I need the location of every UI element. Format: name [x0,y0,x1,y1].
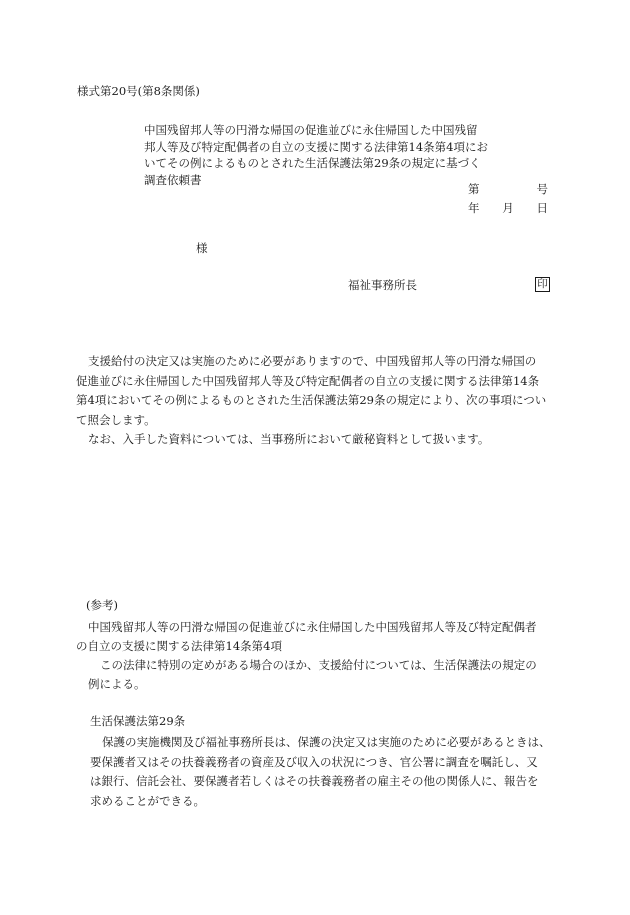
law-text-line: この法律に特別の定めがある場合のほか、支援給付については、生活保護法の規定の [100,658,537,672]
article-title: 生活保護法第29条 [90,714,186,728]
title-line: 邦人等及び特定配偶者の自立の支援に関する法律第14条第4項にお [144,139,488,154]
article-line: 保護の実施機関及び福祉事務所長は、保護の決定又は実施のために必要があるときは、 [102,735,551,749]
body-line: 促進並びに永住帰国した中国残留邦人等及び特定配偶者の自立の支援に関する法律第14条 [76,373,540,388]
form-number: 様式第20号(第8条関係) [77,84,200,98]
reference-heading: (参考) [86,598,118,612]
title-line: 中国残留邦人等の円滑な帰国の促進並びに永住帰国した中国残留 [144,123,478,137]
number-suffix: 号 [536,182,548,196]
addressee-suffix: 様 [196,241,208,255]
date-year: 年 [468,201,480,215]
sender-title: 福祉事務所長 [348,278,417,292]
date-row [468,203,548,215]
body-line: て照会します。 [76,412,156,427]
number-prefix: 第 [468,182,480,196]
article-line: 要保護者又はその扶養義務者の資産及び収入の状況につき、官公署に調査を嘱託し、又 [90,754,538,769]
date-month: 月 [502,201,514,215]
reference-law [76,618,537,694]
article-line: 求めることができる。 [90,793,205,808]
article-line: は銀行、信託会社、要保護者若しくはその扶養義務者の雇主その他の関係人に、報告を [90,774,539,788]
law-title-line: の自立の支援に関する法律第14条第4項 [76,639,282,653]
law-text-line: 例による。 [88,677,146,691]
document-number-row [468,184,548,196]
body-line: 第4項においてその例によるものとされた生活保護法第29条の規定により、次の事項につい [76,393,547,407]
date-day: 日 [536,201,548,215]
document-title [144,122,488,188]
article-text [90,733,551,811]
title-line: いてその例によるものとされた生活保護法第29条の規定に基づく [144,156,481,170]
body-line: なお、入手した資料については、当事務所において厳秘資料として扱います。 [88,432,490,446]
title-line: 調査依頼書 [144,172,202,187]
body-text [76,352,546,450]
seal-mark: 印 [535,277,550,292]
law-title-line: 中国残留邦人等の円滑な帰国の促進並びに永住帰国した中国残留邦人等及び特定配偶者 [88,620,537,634]
body-line: 支援給付の決定又は実施のために必要がありますので、中国残留邦人等の円滑な帰国の [88,354,537,368]
